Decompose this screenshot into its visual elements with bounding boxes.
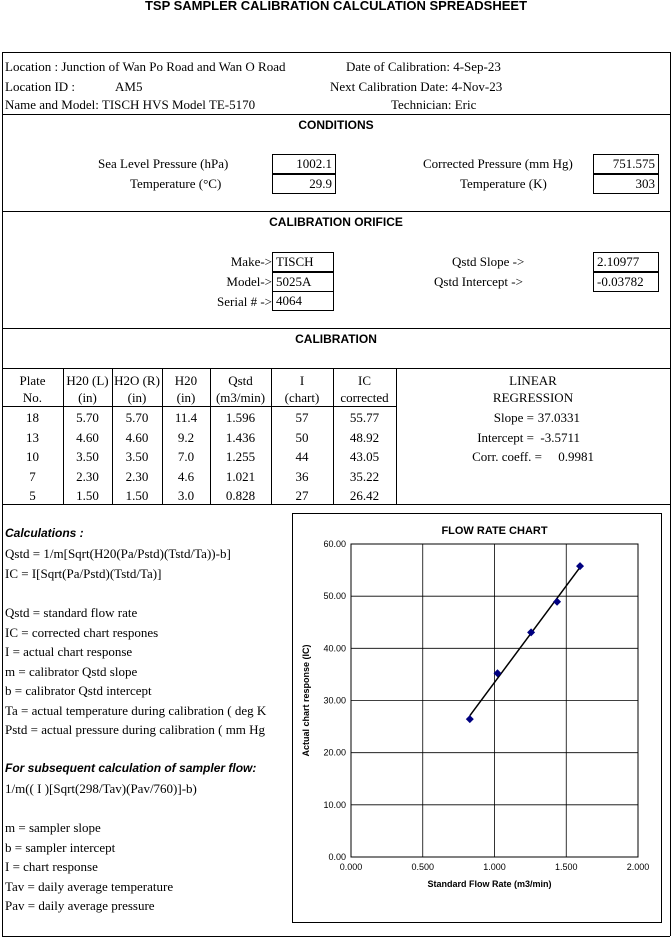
col-header-i: I (chart) xyxy=(284,373,320,405)
qstd-slope-label: Qstd Slope -> xyxy=(452,254,525,269)
table-cell: 10 xyxy=(26,449,39,464)
temperature-c-label: Temperature (°C) xyxy=(130,176,222,191)
x-tick-label: 2.000 xyxy=(626,862,650,872)
table-cell: 44 xyxy=(295,449,309,464)
definition-line: Ta = actual temperature during calibration ( deg K xyxy=(5,702,267,718)
page-title: TSP SAMPLER CALIBRATION CALCULATION SPREADSHEET xyxy=(144,0,528,13)
name-and-model: Name and Model: TISCH HVS Model TE-5170 xyxy=(5,97,256,112)
table-cell: 1.596 xyxy=(225,410,256,425)
table-cell: 26.42 xyxy=(349,488,380,503)
sampler-definition-line: m = sampler slope xyxy=(5,820,101,835)
table-cell: 13 xyxy=(26,429,39,445)
y-tick-label: 20.00 xyxy=(323,747,346,758)
qstd-slope-value: 2.10977 xyxy=(593,252,659,272)
y-tick-label: 40.00 xyxy=(323,643,346,654)
regression-heading: LINEAR REGRESSION xyxy=(492,373,574,405)
x-axis-label: Standard Flow Rate (m3/min) xyxy=(427,879,552,889)
table-cell: 7 xyxy=(29,468,36,484)
temperature-c-value: 29.9 xyxy=(272,174,336,194)
x-tick-label: 1.500 xyxy=(554,862,578,872)
definition-line: m = calibrator Qstd slope xyxy=(5,663,138,679)
table-cell: 1.50 xyxy=(76,488,99,503)
table-cell: 4.60 xyxy=(76,429,99,445)
make-label: Make-> xyxy=(230,254,272,269)
sampler-definition-line: Tav = daily average temperature xyxy=(5,878,174,894)
regression-slope-label: Slope = xyxy=(493,410,534,425)
table-cell: 18 xyxy=(26,410,39,425)
chart-svg xyxy=(293,514,661,922)
table-cell: 3.50 xyxy=(76,449,99,464)
table-cell: 50 xyxy=(295,429,309,445)
table-cell: 57 xyxy=(295,410,309,425)
sea-level-pressure-value: 1002.1 xyxy=(272,154,336,174)
col-header-plate: Plate No. xyxy=(19,373,46,405)
table-cell: 36 xyxy=(295,468,309,484)
divider-calibration xyxy=(2,328,670,329)
table-cell: 1.436 xyxy=(225,429,256,445)
table-cell: 1.021 xyxy=(225,468,256,484)
subsequent-heading: For subsequent calculation of sampler flow: xyxy=(5,761,257,775)
corrected-pressure-value: 751.575 xyxy=(593,154,659,174)
qstd-formula: Qstd = 1/m[Sqrt(H20(Pa/Pstd)(Tstd/Ta))-b] xyxy=(5,546,231,561)
table-cell: 4.6 xyxy=(177,468,195,484)
table-cell: 1.255 xyxy=(225,449,256,464)
conditions-heading: CONDITIONS xyxy=(298,118,374,132)
date-of-calibration: Date of Calibration: 4-Sep-23 xyxy=(346,59,501,74)
serial-label: Serial # -> xyxy=(217,294,272,309)
table-cell: 2.30 xyxy=(76,468,99,484)
table-cell: 5 xyxy=(29,488,36,503)
frame-right xyxy=(670,52,671,936)
divider-orifice xyxy=(2,211,670,212)
location-id-label: Location ID : xyxy=(5,79,76,94)
y-tick-label: 0.00 xyxy=(328,852,346,862)
table-cell: 55.77 xyxy=(349,410,380,425)
sea-level-pressure-label: Sea Level Pressure (hPa) xyxy=(98,156,229,171)
col-header-qstd: Qstd (m3/min) xyxy=(215,373,266,405)
location-id: AM5 xyxy=(115,79,143,94)
sampler-definition-line: I = chart response xyxy=(5,859,98,874)
y-tick-label: 50.00 xyxy=(323,591,346,602)
table-cell: 27 xyxy=(295,488,309,503)
definition-line: I = actual chart response xyxy=(5,644,133,659)
regression-intercept-label: Intercept = xyxy=(477,430,534,445)
table-cell: 48.92 xyxy=(349,429,380,445)
table-cell: 2.30 xyxy=(125,468,149,484)
x-tick-label: 1.000 xyxy=(483,862,506,872)
definition-line: Pstd = actual pressure during calibration ( mm Hg xyxy=(5,722,266,737)
table-cell: 43.05 xyxy=(349,449,380,464)
sampler-formula: 1/m(( I )[Sqrt(298/Tav)(Pav/760)]-b) xyxy=(5,781,197,796)
definition-line: b = calibrator Qstd intercept xyxy=(5,683,152,698)
flow-rate-chart xyxy=(292,513,662,923)
x-tick-label: 0.000 xyxy=(339,862,363,872)
location-text: Location : Junction of Wan Po Road and Wan O Road xyxy=(5,59,286,74)
qstd-intercept-label: Qstd Intercept -> xyxy=(434,274,523,289)
temperature-k-value: 303 xyxy=(593,174,659,194)
table-bottom-divider xyxy=(2,504,670,505)
sampler-definition-line: Pav = daily average pressure xyxy=(5,898,155,913)
serial-value: 4064 xyxy=(272,291,334,311)
y-tick-label: 30.00 xyxy=(323,695,346,706)
table-cell: 5.70 xyxy=(76,410,99,425)
table-cell: 1.50 xyxy=(125,488,149,503)
y-tick-label: 10.00 xyxy=(323,799,346,810)
table-cell: 3.50 xyxy=(125,449,149,464)
col-header-h20-left: H20 (L) (in) xyxy=(66,373,109,405)
table-cell: 35.22 xyxy=(349,468,380,484)
col-header-ic: IC corrected xyxy=(340,373,389,405)
divider-table-top xyxy=(2,368,670,369)
frame-top xyxy=(2,52,670,53)
model-label: Model-> xyxy=(226,274,272,289)
col-header-h20: H20 (in) xyxy=(174,373,198,405)
table-cell: 9.2 xyxy=(177,429,195,445)
calibration-heading: CALIBRATION xyxy=(295,332,377,346)
y-axis-label: Actual chart response (IC) xyxy=(301,644,311,757)
regression-slope-value: 37.0331 xyxy=(537,410,580,425)
table-header-divider xyxy=(2,406,396,407)
table-cell: 3.0 xyxy=(177,488,195,503)
model-value: 5025A xyxy=(272,272,334,292)
table-cell: 11.4 xyxy=(174,410,198,425)
table-cell: 0.828 xyxy=(225,488,256,503)
chart-title: FLOW RATE CHART xyxy=(441,525,548,537)
qstd-intercept-value: -0.03782 xyxy=(593,272,659,292)
temperature-k-label: Temperature (K) xyxy=(460,176,547,191)
definition-line: Qstd = standard flow rate xyxy=(5,605,138,620)
x-tick-label: 0.500 xyxy=(411,862,435,872)
table-cell: 4.60 xyxy=(125,429,149,445)
y-tick-label: 60.00 xyxy=(323,539,346,549)
divider-conditions xyxy=(2,114,670,115)
make-value: TISCH xyxy=(272,252,334,272)
ic-formula: IC = I[Sqrt(Pa/Pstd)(Tstd/Ta)] xyxy=(5,566,162,581)
definition-line: IC = corrected chart respones xyxy=(5,624,159,640)
technician: Technician: Eric xyxy=(391,97,477,112)
regression-intercept-value: -3.5711 xyxy=(540,430,580,445)
next-calibration-date: Next Calibration Date: 4-Nov-23 xyxy=(330,79,503,94)
table-cell: 7.0 xyxy=(177,449,195,464)
regression-corr-label: Corr. coeff. = xyxy=(472,449,542,464)
calculations-heading: Calculations : xyxy=(5,526,84,540)
regression-corr-value: 0.9981 xyxy=(558,449,594,464)
col-header-h20-right: H2O (R) (in) xyxy=(114,373,160,405)
orifice-heading: CALIBRATION ORIFICE xyxy=(269,215,403,229)
sampler-definition-line: b = sampler intercept xyxy=(5,839,116,855)
table-cell: 5.70 xyxy=(125,410,149,425)
corrected-pressure-label: Corrected Pressure (mm Hg) xyxy=(423,156,573,171)
